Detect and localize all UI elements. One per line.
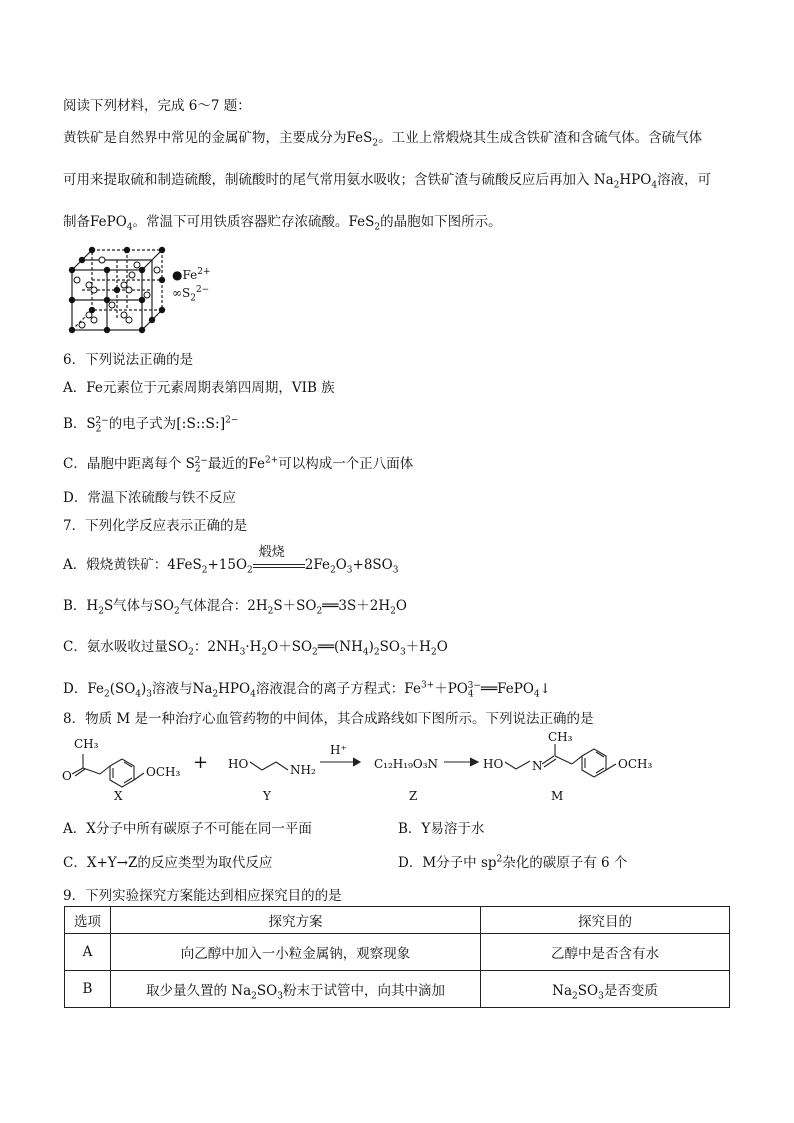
x-carbonyl-o: O xyxy=(62,769,72,783)
q6-option-b: B．$S_2^{2-}$的电子式为[:S::S:]$^{2-}$ xyxy=(63,415,239,435)
q8-option-a: A．X分子中所有碳原子不可能在同一平面 xyxy=(63,821,312,837)
m-ho: HO xyxy=(483,757,504,771)
row-a-plan: 向乙醇中加入一小粒金属钠，观察现象 xyxy=(111,934,481,971)
catalyst-hplus: H⁺ xyxy=(330,743,347,757)
passage-line-2: 可用来提取硫和制造硫酸，制硫酸时的尾气常用氨水吸收；含铁矿渣与硫酸反应后再加入 $Na_2HPO_4$溶液，可 xyxy=(63,172,712,191)
q7-option-b: B．$H_2S$气体与$SO_2$气体混合：$2H_2S+SO_2══3S+2H_2O$ xyxy=(63,598,407,617)
m-n: N xyxy=(532,759,543,773)
q6-option-a: A．Fe元素位于元素周期表第四周期，VIB 族 xyxy=(63,380,335,396)
label-z: Z xyxy=(409,789,418,803)
q6-option-c: C．晶胞中距离每个 $S_2^{2-}$最近的$Fe^{2+}$可以构成一个正八面体 xyxy=(63,455,414,475)
q9-stem: 9．下列实验探究方案能达到相应探究目的的是 xyxy=(63,888,342,904)
q7-option-c: C．氨水吸收过量$SO_2$：$2NH_3\cdot H_2O+SO_2══(NH_4)_2SO_3+H_2O$ xyxy=(63,639,448,658)
q8-option-d: D．M分子中 $sp^2$杂化的碳原子有 6 个 xyxy=(398,854,628,871)
z-formula: C₁₂H₁₉O₃N xyxy=(374,757,439,771)
q8-option-c: C．X+Y→Z的反应类型为取代反应 xyxy=(63,855,273,871)
header-plan: 探究方案 xyxy=(111,907,481,934)
header-goal: 探究目的 xyxy=(481,907,730,934)
legend-s2: $\infty S_2^{2-}$ xyxy=(172,285,210,304)
x-ch3: CH₃ xyxy=(74,737,99,751)
row-b-plan: 取少量久置的 $Na_2SO_3$粉末于试管中，向其中滴加 xyxy=(111,971,481,1008)
label-m: M xyxy=(551,789,564,803)
q8-synthesis-scheme xyxy=(58,728,678,806)
row-a-goal: 乙醇中是否含有水 xyxy=(481,934,730,971)
header-option: 选项 xyxy=(65,907,111,934)
row-b-option: B xyxy=(65,971,111,1008)
intro-line: 阅读下列材料，完成 6～7 题： xyxy=(63,98,251,114)
q7-option-d: D．$Fe_2(SO_4)_3$溶液与$Na_2HPO_4$溶液混合的离子方程式：$Fe^{3+}+PO_4^{3-}══FePO_4↓$ xyxy=(63,680,551,700)
label-y: Y xyxy=(263,789,271,803)
passage-line-1: 黄铁矿是自然界中常见的金属矿物，主要成分为FeS$_2$。工业上常煅烧其生成含铁矿渣和含硫气体。含硫气体 xyxy=(63,130,703,149)
legend-fe: $●Fe^{2+}$ xyxy=(172,267,211,282)
table-header-row xyxy=(65,907,730,934)
y-ho: HO xyxy=(228,757,249,771)
table-row xyxy=(65,971,730,1008)
table-row xyxy=(65,934,730,971)
q8-option-b: B．Y易溶于水 xyxy=(398,821,485,837)
q6-option-d: D．常温下浓硫酸与铁不反应 xyxy=(63,490,236,506)
q6-stem: 6．下列说法正确的是 xyxy=(63,352,194,368)
m-ch3: CH₃ xyxy=(548,730,573,744)
row-a-option: A xyxy=(65,934,111,971)
x-och3: OCH₃ xyxy=(146,765,181,779)
row-b-goal: $Na_2SO_3$是否变质 xyxy=(481,971,730,1008)
label-x: X xyxy=(114,789,123,803)
q7-option-a: A．煅烧黄铁矿：$4FeS_2+15O_2$ 煅烧 $2Fe_2O_3+8SO_3$ xyxy=(63,545,399,576)
q8-stem: 8．物质 M 是一种治疗心血管药物的中间体，其合成路线如下图所示。下列说法正确的是 xyxy=(63,711,594,727)
q7-stem: 7．下列化学反应表示正确的是 xyxy=(63,518,248,534)
m-och3: OCH₃ xyxy=(618,757,653,771)
plus-sign: + xyxy=(193,752,209,773)
passage-line-3: 制备FePO$_4$。常温下可用铁质容器贮存浓硫酸。FeS$_2$的晶胞如下图所示。 xyxy=(63,214,502,233)
q9-table xyxy=(64,906,730,1008)
y-nh2: NH₂ xyxy=(290,763,316,777)
